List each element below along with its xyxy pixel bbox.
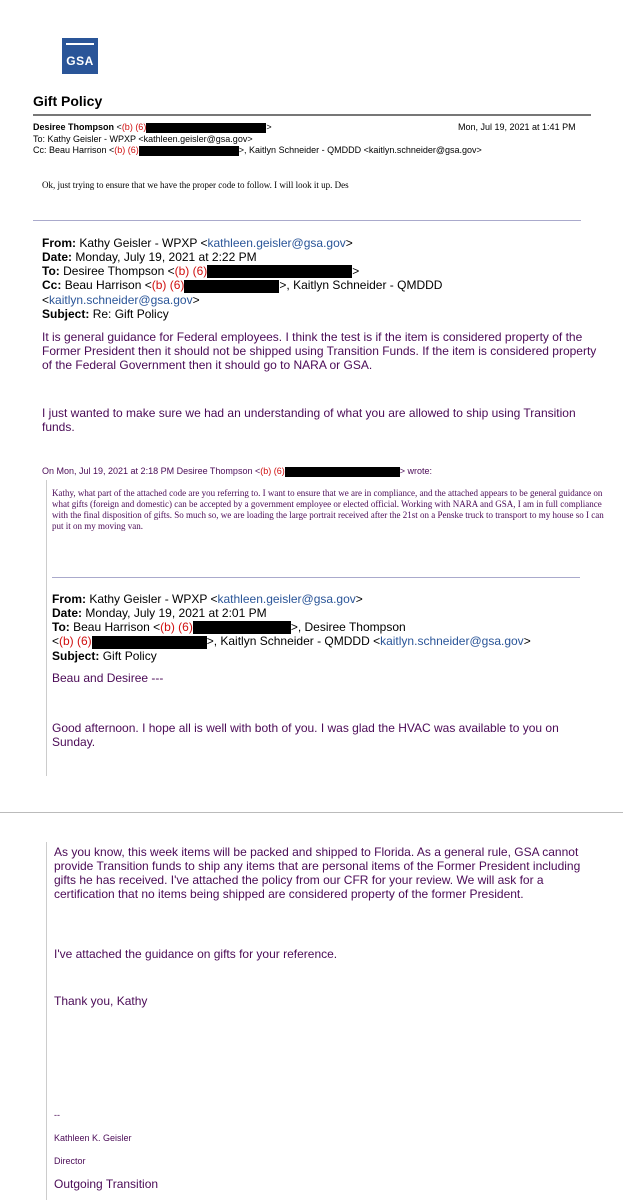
- redaction-label: (b) (6): [160, 620, 193, 634]
- logo-bar: [66, 43, 94, 45]
- message-separator: [33, 220, 581, 221]
- top-from-name: Desiree Thompson: [33, 122, 115, 132]
- top-message-body: Ok, just trying to ensure that we have the proper code to follow. I will look it up. Des: [42, 180, 349, 190]
- page-break: [0, 812, 623, 813]
- quoted-message-body: Kathy, what part of the attached code are you referring to. I want to ensure that we are in compliance, and the attached appears to be general guidance on what gifts (foreign and domestic) can be accepted by a government employee or elected official. Working with NARA and GSA, I am in full compliance with the final disposition of gifts. So much so, we are loading the large portrait received after the 21st on a Penske truck to transport to my house so I can put it on my moving van.: [52, 488, 604, 531]
- msg2-paragraph-1: It is general guidance for Federal employees. I think the test is if the item is considered property of the Former President then it should not be shipped using Transition Funds. If the item is considered property of the Federal Government then it should go to NARA or GSA.: [42, 330, 597, 372]
- msg2-from-email[interactable]: kathleen.geisler@gsa.gov: [207, 236, 346, 250]
- page2-paragraph-1: As you know, this week items will be packed and shipped to Florida. As a general rule, GSA cannot provide Transition funds to ship any items that are personal items of the Former President including gifts he has received. I've attached the policy from our CFR for your review. We will ask for a certification that no items being shipped are considered property of the former President.: [54, 845, 581, 901]
- redaction-label: (b) (6): [174, 264, 208, 278]
- message-separator: [52, 577, 580, 578]
- msg3-greeting: Beau and Desiree ---: [52, 671, 164, 685]
- msg3-paragraph-1: Good afternoon. I hope all is well with both of you. I was glad the HVAC was available to you on Sunday.: [52, 721, 559, 749]
- redaction-block: [184, 280, 279, 293]
- page2-paragraph-2: I've attached the guidance on gifts for your reference.: [54, 947, 338, 961]
- redaction-block: [139, 146, 239, 156]
- redaction-block: [92, 636, 207, 649]
- msg2-cc-email[interactable]: kaitlyn.schneider@gsa.gov: [49, 292, 193, 307]
- top-to-line: To: Kathy Geisler - WPXP <kathleen.geisler@gsa.gov>: [33, 134, 253, 144]
- quote-bar: [46, 842, 47, 1200]
- page2-closing: Thank you, Kathy: [54, 994, 148, 1008]
- msg2-paragraph-2: I just wanted to make sure we had an understanding of what you are allowed to ship using Transition funds.: [42, 406, 576, 434]
- msg2-header: [42, 236, 602, 321]
- redaction-block: [193, 621, 291, 634]
- top-date: Mon, Jul 19, 2021 at 1:41 PM: [458, 122, 576, 132]
- redaction-block: [146, 123, 266, 133]
- msg3-to-email[interactable]: kaitlyn.schneider@gsa.gov: [380, 634, 524, 649]
- msg2-to-line: To: Desiree Thompson <(b) (6) >: [42, 264, 360, 278]
- top-cc-line: Cc: Beau Harrison <(b) (6) >, Kaitlyn Schneider - QMDDD <kaitlyn.schneider@gsa.gov>: [33, 145, 482, 155]
- msg2-cc-line: Cc: Beau Harrison <(b) (6) >, Kaitlyn Schneider - QMDDD: [42, 278, 443, 293]
- msg3-from-line: From: Kathy Geisler - WPXP <kathleen.geisler@gsa.gov>: [52, 592, 363, 606]
- gsa-logo: [62, 38, 98, 74]
- signature-office: Outgoing Transition: [54, 1177, 159, 1191]
- email-subject-title: Gift Policy: [33, 93, 103, 109]
- msg3-header: [52, 592, 612, 663]
- quote-intro: On Mon, Jul 19, 2021 at 2:18 PM Desiree Thompson <(b) (6) > wrote:: [42, 466, 432, 476]
- redaction-label: (b) (6): [59, 634, 92, 649]
- redaction-label: (b) (6): [260, 466, 285, 476]
- msg3-date-line: Date: Monday, July 19, 2021 at 2:01 PM: [52, 606, 267, 620]
- msg3-from-email[interactable]: kathleen.geisler@gsa.gov: [217, 592, 356, 606]
- redaction-block: [285, 467, 400, 477]
- msg3-subject-line: Subject: Gift Policy: [52, 648, 157, 663]
- logo-text: GSA: [66, 54, 94, 68]
- msg3-to-line: To: Beau Harrison <(b) (6) >, Desiree Thompson: [52, 620, 406, 634]
- title-divider: [33, 114, 591, 116]
- msg2-from-line: From: Kathy Geisler - WPXP <kathleen.geisler@gsa.gov>: [42, 236, 353, 250]
- signature-title: Director: [54, 1156, 86, 1166]
- redaction-label: (b) (6): [121, 122, 147, 132]
- msg2-date-line: Date: Monday, July 19, 2021 at 2:22 PM: [42, 250, 257, 264]
- msg3-to-line-2: <(b) (6) >, Kaitlyn Schneider - QMDDD <kaitlyn.schneider@gsa.gov>: [52, 634, 531, 649]
- signature-dash: --: [54, 1110, 60, 1120]
- redaction-label: (b) (6): [114, 145, 139, 155]
- top-from-line: Desiree Thompson <(b) (6) >: [33, 122, 272, 132]
- msg2-subject-line: Subject: Re: Gift Policy: [42, 306, 169, 321]
- msg2-cc-email-line: <kaitlyn.schneider@gsa.gov>: [42, 292, 200, 307]
- redaction-block: [207, 265, 352, 278]
- signature-name: Kathleen K. Geisler: [54, 1133, 132, 1143]
- quote-bar: [46, 480, 47, 776]
- redaction-label: (b) (6): [151, 278, 185, 293]
